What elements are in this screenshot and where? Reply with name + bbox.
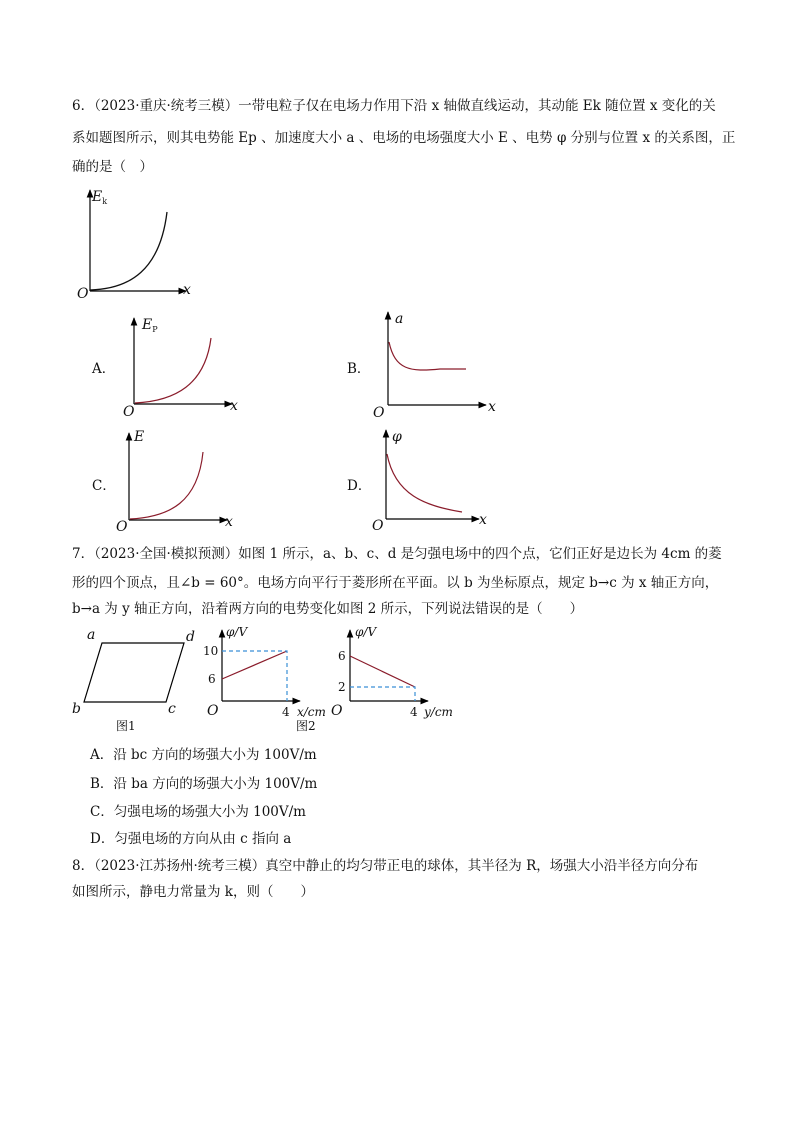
graph-d-xlabel: x bbox=[479, 512, 487, 528]
q6-line3: 确的是（ ） bbox=[72, 159, 153, 175]
graph-x-xlabel: x/cm bbox=[297, 705, 326, 719]
graph-y-tick-6: 6 bbox=[338, 649, 346, 663]
graph-d-curve bbox=[387, 454, 462, 512]
rhombus bbox=[84, 643, 184, 702]
graph-x-origin: O bbox=[207, 703, 219, 719]
q8-line1: 8．（2023·江苏扬州·统考三模）真空中静止的均匀带正电的球体，其半径为 R，场强大小沿半径方向分布 bbox=[72, 858, 699, 874]
option-a-letter: A． bbox=[92, 361, 116, 377]
q6-line1: 6．（2023·重庆·统考三模）一带电粒子仅在电场力作用下沿 x 轴做直线运动，其动能 Ek 随位置 x 变化的关 bbox=[72, 98, 716, 114]
q7-fig1 bbox=[72, 627, 195, 733]
graph-a bbox=[123, 317, 238, 420]
graph-d-ylabel: φ bbox=[392, 429, 402, 445]
graph-x-line bbox=[222, 651, 287, 679]
graph-y-line bbox=[350, 656, 415, 687]
q7-line3: b→a 为 y 轴正方向，沿着两方向的电势变化如图 2 所示，下列说法错误的是（ ） bbox=[72, 601, 584, 617]
q8-line2: 如图所示，静电力常量为 k，则（ ） bbox=[72, 884, 314, 900]
q7-choice-d: D．匀强电场的方向从由 c 指向 a bbox=[90, 831, 292, 847]
q7-choice-c: C．匀强电场的场强大小为 100V/m bbox=[90, 804, 306, 820]
q7-line1: 7．（2023·全国·模拟预测）如图 1 所示，a、b、c、d 是匀强电场中的四个点，它们正好是边长为 4cm 的菱 bbox=[72, 546, 722, 562]
fig2-caption: 图2 bbox=[296, 719, 316, 733]
fig1-caption: 图1 bbox=[116, 719, 136, 733]
graph-c-ylabel: E bbox=[134, 429, 145, 445]
ek-curve bbox=[90, 212, 167, 290]
option-d-letter: D． bbox=[347, 478, 372, 494]
ek-ylabel: $E_k$ bbox=[92, 189, 108, 206]
graph-x-tick-10: 10 bbox=[203, 644, 219, 658]
option-c-letter: C． bbox=[92, 478, 116, 494]
ek-graph bbox=[77, 189, 191, 302]
graph-b-xlabel: x bbox=[488, 399, 496, 415]
graph-x-dashes bbox=[222, 651, 287, 701]
graph-c-xlabel: x bbox=[225, 514, 233, 530]
graph-b bbox=[373, 311, 496, 421]
graph-y-xlabel: y/cm bbox=[424, 705, 453, 719]
graph-x-tick-6: 6 bbox=[208, 672, 216, 686]
vertex-a: a bbox=[87, 627, 96, 643]
graph-a-origin: O bbox=[123, 404, 135, 420]
graph-d-origin: O bbox=[372, 518, 384, 534]
graph-y-tick-4: 4 bbox=[410, 705, 418, 719]
q6-line2: 系如题图所示，则其电势能 Ep 、加速度大小 a 、电场的电场强度大小 E 、电势 φ 分别与位置 x 的关系图，正 bbox=[72, 130, 736, 146]
vertex-b: b bbox=[72, 701, 81, 717]
graph-a-curve bbox=[135, 338, 211, 403]
graph-c bbox=[116, 429, 233, 535]
graph-c-origin: O bbox=[116, 519, 128, 535]
graph-x-tick-4: 4 bbox=[282, 705, 290, 719]
graph-x-ylabel: φ/V bbox=[226, 625, 248, 639]
graph-c-curve bbox=[130, 452, 203, 519]
graph-b-curve bbox=[389, 342, 466, 370]
option-b-letter: B． bbox=[347, 361, 371, 377]
graph-b-ylabel: a bbox=[395, 311, 404, 327]
q7-line2: 形的四个顶点，且∠b = 60°。电场方向平行于菱形所在平面。以 b 为坐标原点，规定 b→c 为 x 轴正方向， bbox=[72, 575, 719, 591]
graph-b-origin: O bbox=[373, 405, 385, 421]
graph-y-tick-2: 2 bbox=[338, 680, 346, 694]
ek-origin: O bbox=[77, 286, 89, 302]
graph-d bbox=[372, 429, 487, 534]
q7-graph-x bbox=[203, 625, 326, 719]
graph-a-ylabel: $E_P$ bbox=[142, 317, 158, 334]
graph-y-ylabel: φ/V bbox=[355, 625, 377, 639]
q7-choice-b: B．沿 ba 方向的场强大小为 100V/m bbox=[90, 776, 318, 792]
graph-y-dashes bbox=[350, 687, 415, 701]
vertex-c: c bbox=[168, 701, 176, 717]
q7-choice-a: A．沿 bc 方向的场强大小为 100V/m bbox=[90, 747, 317, 763]
vertex-d: d bbox=[186, 629, 195, 645]
graph-y-origin: O bbox=[331, 703, 343, 719]
graph-a-xlabel: x bbox=[230, 398, 238, 414]
ek-xlabel: x bbox=[183, 282, 191, 298]
